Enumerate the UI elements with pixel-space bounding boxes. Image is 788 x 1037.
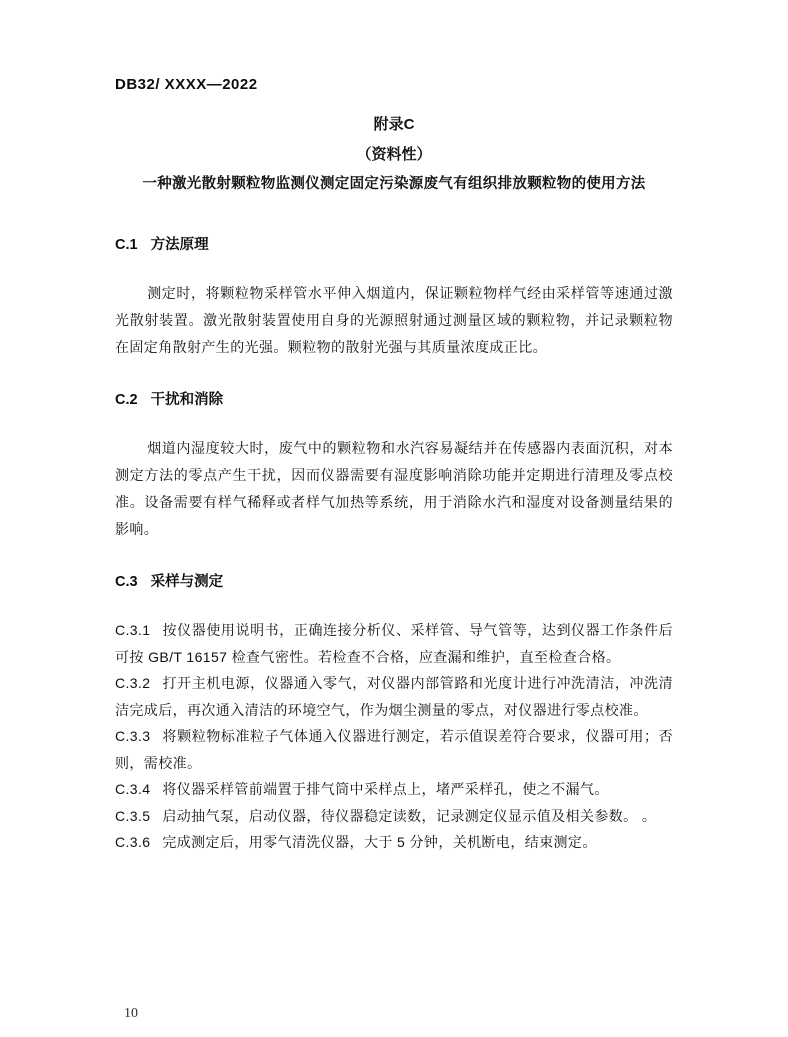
clause-c3-6 [115, 829, 673, 856]
section-heading-c1 [115, 233, 673, 254]
clause-number: C.3.2 [115, 675, 151, 691]
appendix-title: 一种激光散射颗粒物监测仪测定固定污染源废气有组织排放颗粒物的使用方法 [142, 176, 646, 192]
section-heading-c2 [115, 388, 673, 409]
section-number: C.1 [115, 237, 138, 253]
clause-text: 打开主机电源，仪器通入零气，对仪器内部管路和光度计进行冲洗清洁，冲洗清洁完成后，再次通入清洁的环境空气，作为烟尘测量的零点，对仪器进行零点校准。 [115, 675, 673, 718]
section-title: 方法原理 [150, 237, 209, 253]
clause-list [115, 617, 673, 856]
doc-number: DB32/ XXXX—2022 [115, 76, 258, 93]
appendix-classification: （资料性） [356, 146, 432, 163]
clause-number: C.3.3 [115, 728, 151, 744]
section-number: C.3 [115, 574, 138, 590]
clause-c3-3 [115, 723, 673, 776]
clause-text: 完成测定后，用零气清洗仪器，大于 5 分钟，关机断电，结束测定。 [162, 834, 597, 850]
section-title: 干扰和消除 [150, 392, 224, 408]
section-title: 采样与测定 [150, 574, 224, 590]
clause-text: 按仪器使用说明书，正确连接分析仪、采样管、导气管等，达到仪器工作条件后可按 GB/T 16157 检查气密性。若检查不合格，应查漏和维护，直至检查合格。 [115, 622, 673, 665]
clause-c3-5 [115, 803, 673, 830]
section-c2-paragraph: 烟道内湿度较大时，废气中的颗粒物和水汽容易凝结并在传感器内表面沉积，对本测定方法的零点产生干扰，因而仪器需要有湿度影响消除功能并定期进行清理及零点校准。设备需要有样气稀释或者样气加热等系统，用于消除水汽和湿度对设备测量结果的影响。 [115, 440, 673, 537]
clause-text: 启动抽气泵，启动仪器，待仪器稳定读数，记录测定仪显示值及相关参数。 。 [162, 807, 657, 824]
section-number: C.2 [115, 392, 138, 408]
clause-number: C.3.1 [115, 622, 151, 638]
clause-number: C.3.6 [115, 834, 151, 850]
clause-number: C.3.4 [115, 781, 151, 797]
clause-number: C.3.5 [115, 807, 151, 824]
clause-c3-2 [115, 670, 673, 723]
clause-c3-4 [115, 776, 673, 803]
clause-text: 将颗粒物标准粒子气体通入仪器进行测定，若示值误差符合要求，仪器可用；否则，需校准。 [115, 728, 673, 771]
page-number: 10 [124, 1006, 138, 1021]
clause-c3-1 [115, 617, 673, 670]
section-c1-paragraph: 测定时，将颗粒物采样管水平伸入烟道内，保证颗粒物样气经由采样管等速通过激光散射装置。激光散射装置使用自身的光源照射通过测量区域的颗粒物，并记录颗粒物在固定角散射产生的光强。颗粒物的散射光强与其质量浓度成正比。 [115, 285, 673, 355]
section-heading-c3 [115, 570, 673, 591]
page-content [115, 0, 673, 856]
appendix-label: 附录C [373, 116, 415, 133]
clause-text: 将仪器采样管前端置于排气筒中采样点上，堵严采样孔，使之不漏气。 [162, 781, 609, 797]
